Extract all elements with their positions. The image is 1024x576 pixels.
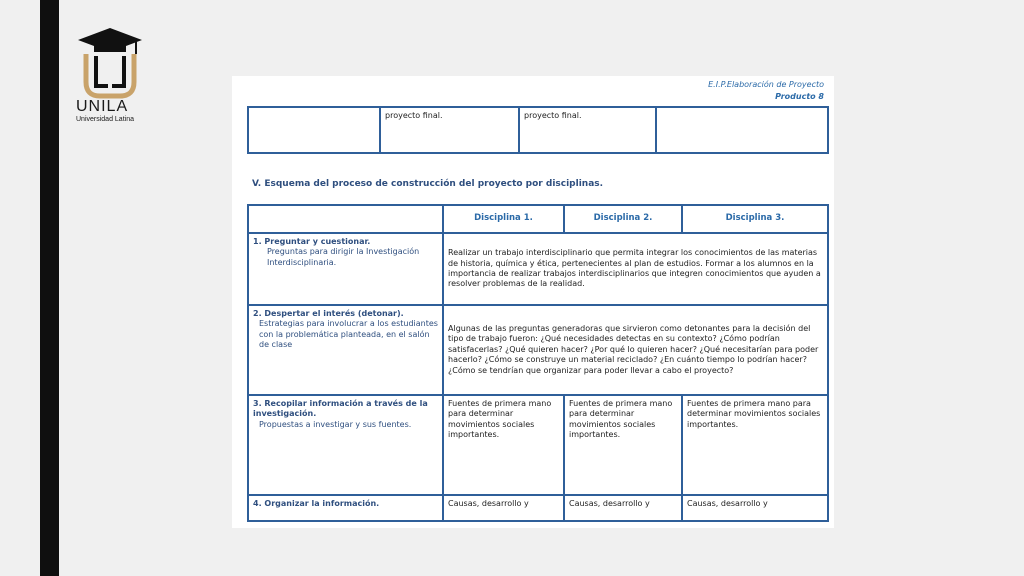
row-label: [248, 395, 443, 495]
top-cell: proyecto final.: [380, 107, 519, 153]
row-title: 2. Despertar el interés (detonar).: [253, 309, 404, 318]
merged-cell: Algunas de las preguntas generadoras que sirvieron como detonantes para la decisión del tipo de trabajo fueron: ¿Qué necesidades detectas en su contexto? ¿Cómo podrían satisfacerlas? ¿Qué quieren hacer? ¿Por qué lo quieren hacer? ¿Qué necesitarían para poder hacerlo? ¿Cómo se construye un material reciclado? ¿En cuánto tiempo lo podrían hacer? ¿Cómo se tendrían que organizar para poder llevar a cabo el proyecto?: [443, 305, 828, 395]
header-cell: Disciplina 3.: [682, 205, 828, 233]
top-cell: [248, 107, 380, 153]
top-table: [247, 106, 829, 154]
header-cell: [248, 205, 443, 233]
row-subtitle: Propuestas a investigar y sus fuentes.: [259, 419, 412, 429]
row-label: [248, 233, 443, 305]
section-title: V. Esquema del proceso de construcción del proyecto por disciplinas.: [252, 179, 604, 189]
merged-cell: Realizar un trabajo interdisciplinario que permita integrar los conocimientos de las materias de historia, química y ética, pertenecientes al plan de estudios. Formar a los alumnos en la importancia de realizar trabajos interdisciplinarios que integren conocimientos que ayuden a resolver problemas de la realidad.: [443, 233, 828, 305]
top-cell: proyecto final.: [519, 107, 656, 153]
discipline-cell: Fuentes de primera mano para determinar movimientos sociales importantes.: [443, 395, 564, 495]
doc-header-product: Producto 8: [775, 92, 824, 101]
header-cell: Disciplina 1.: [443, 205, 564, 233]
brand-subtitle: Universidad Latina: [76, 116, 134, 123]
row-title: 4. Organizar la información.: [253, 499, 380, 508]
discipline-cell: Fuentes de primera mano para determinar movimientos sociales importantes.: [564, 395, 682, 495]
brand-name: UNILA: [76, 98, 129, 115]
discipline-cell: Causas, desarrollo y: [564, 495, 682, 521]
row-label: [248, 495, 443, 521]
row-subtitle: Estrategias para involucrar a los estudiantes con la problemática planteada, en el salón de clase: [259, 319, 438, 350]
top-cell: [656, 107, 828, 153]
discipline-cell: Causas, desarrollo y: [682, 495, 828, 521]
row-label: [248, 305, 443, 395]
discipline-cell: Causas, desarrollo y: [443, 495, 564, 521]
disciplines-table: [247, 204, 829, 522]
left-accent-bar: [40, 0, 59, 576]
row-title: 1. Preguntar y cuestionar.: [253, 237, 371, 246]
document-page: [232, 76, 834, 528]
header-cell: Disciplina 2.: [564, 205, 682, 233]
discipline-cell: Fuentes de primera mano para determinar movimientos sociales importantes.: [682, 395, 828, 495]
doc-header-title: E.I.P.Elaboración de Proyecto: [708, 80, 824, 89]
row-subtitle: Preguntas para dirigir la Investigación Interdisciplinaria.: [267, 247, 420, 267]
row-title: 3. Recopilar información a través de la investigación.: [253, 399, 428, 419]
